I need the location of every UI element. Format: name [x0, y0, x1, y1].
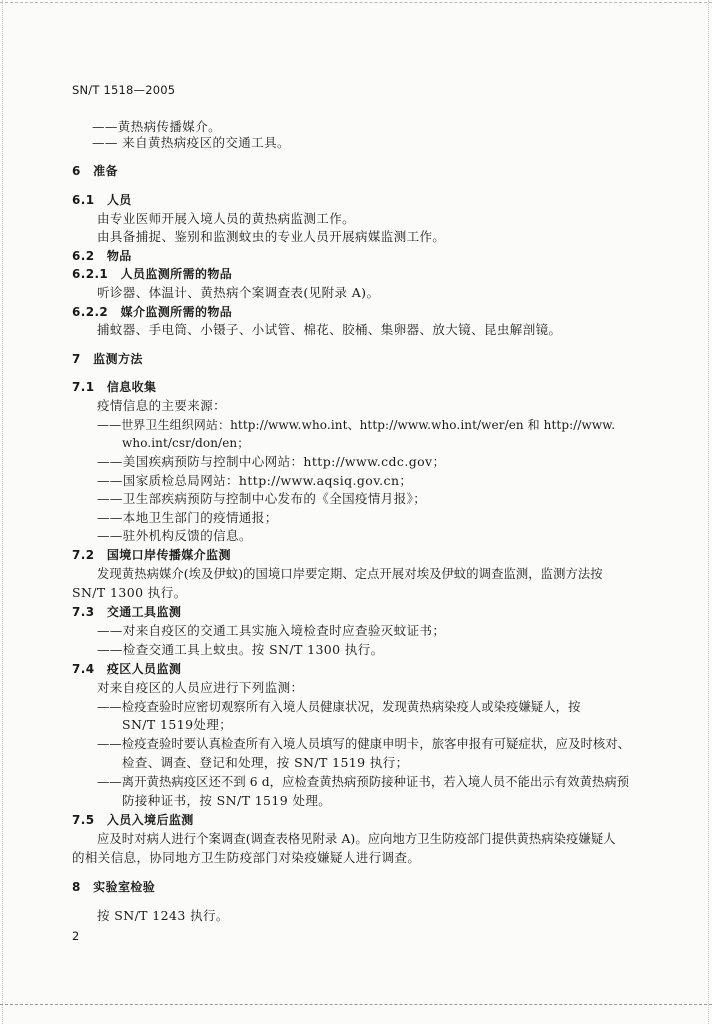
paragraph: 发现黄热病媒介(埃及伊蚊)的国境口岸要定期、定点开展对埃及伊蚊的调查监测，监测方法按: [97, 567, 603, 581]
subsection-heading-7-1: 7.1 信息收集: [72, 380, 157, 394]
paragraph: 对来自疫区的人员应进行下列监测：: [97, 680, 304, 695]
scan-edge-top: [0, 2, 712, 4]
subsection-heading-7-3: 7.3 交通工具监测: [72, 605, 182, 619]
paragraph: 听诊器、体温计、黄热病个案调查表(见附录 A)。: [97, 285, 380, 300]
paragraph: 由专业医师开展入境人员的黄热病监测工作。: [97, 211, 356, 226]
subsection-heading-6-2-2: 6.2.2 媒介监测所需的物品: [72, 305, 233, 319]
list-item: ——黄热病传播媒介。: [92, 119, 222, 134]
list-item-continuation: who.int/csr/don/en；: [122, 436, 250, 450]
list-item: ——本地卫生部门的疫情通报；: [97, 510, 278, 525]
section-heading-8: 8 实验室检验: [72, 880, 156, 894]
list-item: ——检查交通工具上蚊虫。按 SN/T 1300 执行。: [97, 642, 384, 657]
list-item: ——检疫查验时应密切观察所有入境人员健康状况，发现黄热病染疫人或染疫嫌疑人，按: [97, 700, 581, 714]
list-item-continuation: 防接种证书，按 SN/T 1519 处理。: [122, 793, 332, 808]
subsection-heading-6-1: 6.1 人员: [72, 193, 132, 207]
list-item: ——离开黄热病疫区还不到 6 d，应检查黄热病预防接种证书，若入境人员不能出示有效黄热病预: [97, 775, 630, 789]
scan-edge-bottom: [0, 1004, 712, 1006]
paragraph: 由具备捕捉、鉴别和监测蚊虫的专业人员开展病媒监测工作。: [97, 229, 446, 244]
paragraph-continuation: 的相关信息，协同地方卫生防疫部门对染疫嫌疑人进行调查。: [72, 850, 421, 865]
list-item: ——卫生部疾病预防与控制中心发布的《全国疫情月报》；: [97, 491, 427, 506]
section-heading-7: 7 监测方法: [72, 352, 143, 366]
subsection-heading-6-2-1: 6.2.1 人员监测所需的物品: [72, 267, 233, 281]
paragraph: 疫情信息的主要来源：: [97, 398, 227, 413]
standard-code-header: SN/T 1518—2005: [72, 83, 176, 97]
list-item: ——世界卫生组织网站：http://www.who.int、http://www.who.int/wer/en 和 http://www.: [97, 418, 616, 432]
list-item: ——国家质检总局网站：http://www.aqsiq.gov.cn；: [97, 473, 413, 488]
subsection-heading-7-5: 7.5 入员入境后监测: [72, 813, 194, 827]
page-number: 2: [72, 929, 80, 943]
section-heading-6: 6 准备: [72, 164, 118, 178]
list-item: ——驻外机构反馈的信息。: [97, 528, 252, 543]
list-item: ——检疫查验时要认真检查所有入境人员填写的健康申明卡，旅客申报有可疑症状，应及时核对、: [97, 737, 631, 751]
list-item: ——美国疾病预防与控制中心网站：http://www.cdc.gov；: [97, 454, 446, 469]
paragraph-continuation: SN/T 1300 执行。: [72, 585, 187, 600]
subsection-heading-6-2: 6.2 物品: [72, 249, 132, 263]
paragraph: 捕蚊器、手电筒、小镊子、小试管、棉花、胶桶、集卵器、放大镜、昆虫解剖镜。: [97, 322, 562, 337]
paragraph: 应及时对病人进行个案调查(调查表格见附录 A)。应向地方卫生防疫部门提供黄热病染疫嫌疑人: [97, 832, 616, 846]
list-item: —— 来自黄热病疫区的交通工具。: [92, 135, 290, 150]
paragraph: 按 SN/T 1243 执行。: [97, 908, 229, 923]
list-item: ——对来自疫区的交通工具实施入境检查时应查验灭蚊证书；: [97, 623, 446, 638]
scan-edge-right: [708, 0, 710, 1024]
list-item-continuation: 检查、调查、登记和处理，按 SN/T 1519 执行；: [122, 755, 409, 770]
subsection-heading-7-4: 7.4 疫区人员监测: [72, 662, 182, 676]
subsection-heading-7-2: 7.2 国境口岸传播媒介监测: [72, 548, 231, 562]
list-item-continuation: SN/T 1519处理；: [122, 717, 233, 732]
scan-edge-left: [2, 0, 4, 1024]
